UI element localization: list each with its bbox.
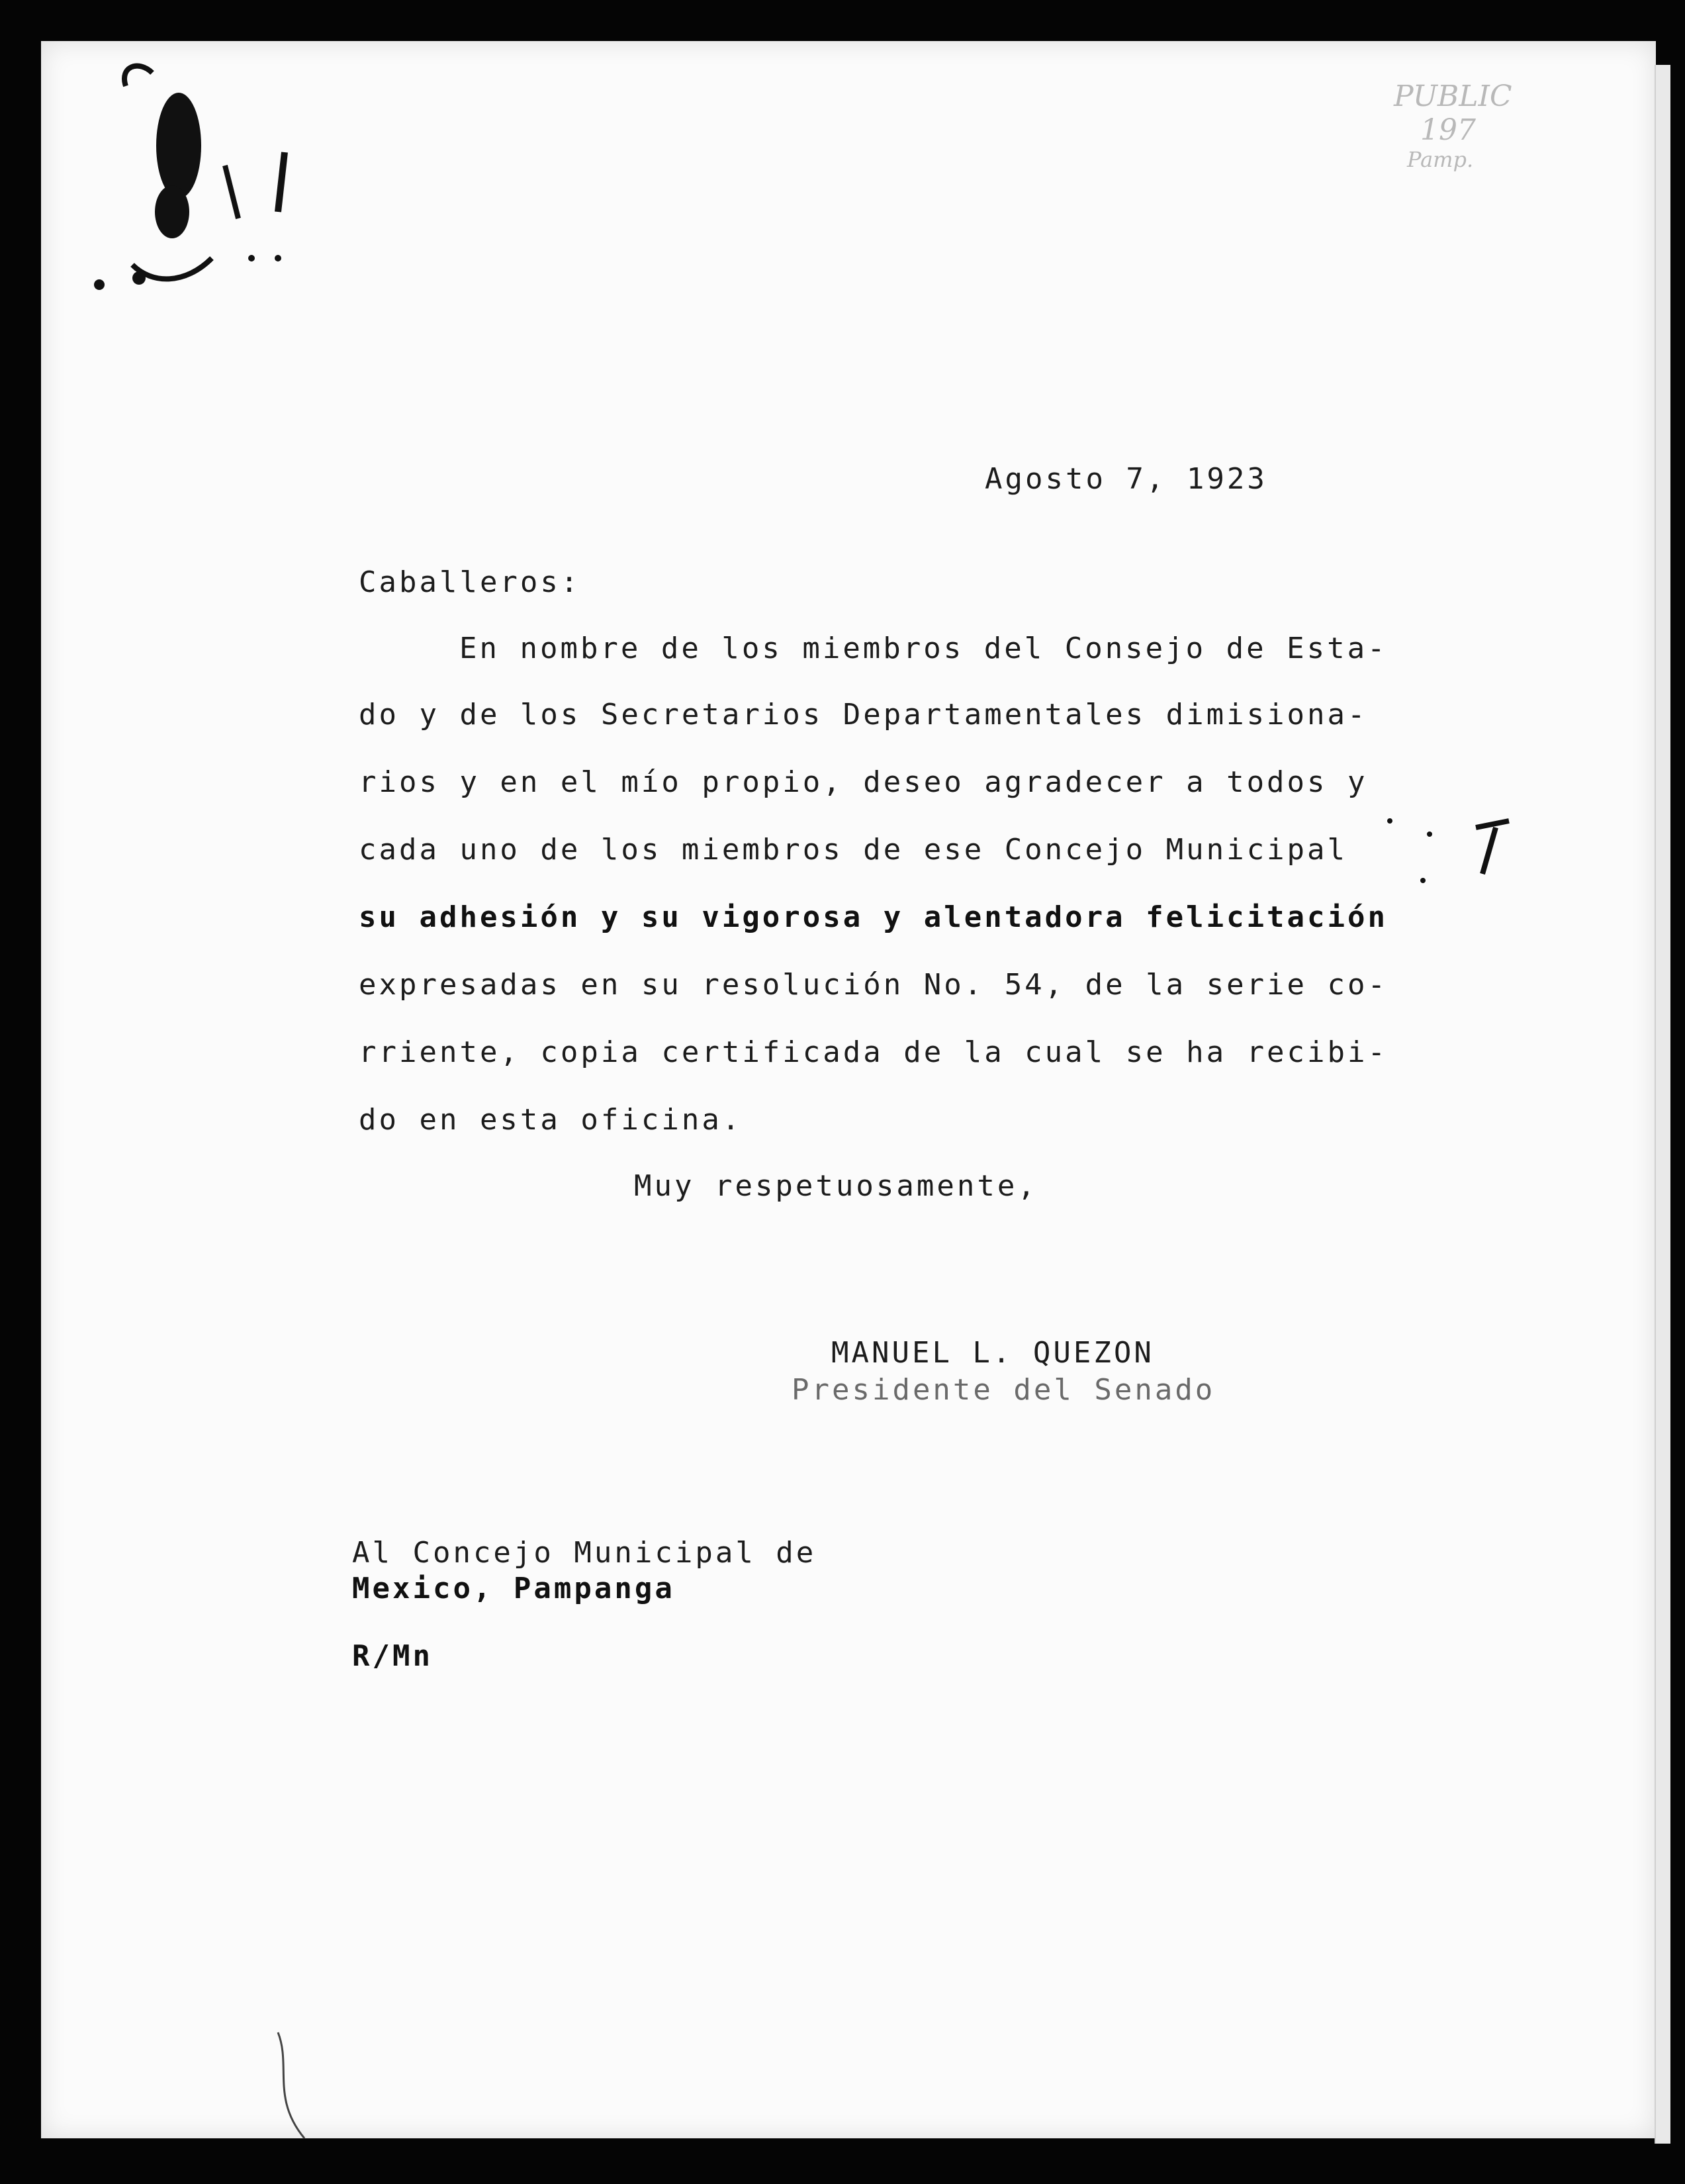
closing: Muy respetuosamente, bbox=[634, 1169, 1038, 1203]
pencil-note-line: PUBLIC bbox=[1394, 79, 1512, 113]
body-line: rios y en el mío propio, deseo agradecer a todos y bbox=[359, 765, 1368, 799]
body-line: su adhesión y su vigorosa y alentadora felicitación bbox=[359, 900, 1389, 934]
signer-name: MANUEL L. QUEZON bbox=[831, 1336, 1154, 1370]
body-line: do y de los Secretarios Departamentales dimisiona- bbox=[359, 698, 1368, 732]
signer-title: Presidente del Senado bbox=[792, 1373, 1216, 1407]
body-line: rriente, copia certificada de la cual se ha recibi- bbox=[359, 1035, 1389, 1069]
recipient-line: Al Concejo Municipal de bbox=[352, 1536, 817, 1570]
body-line: En nombre de los miembros del Consejo de Esta- bbox=[459, 632, 1388, 665]
body-line: expresadas en su resolución No. 54, de la serie co- bbox=[359, 968, 1389, 1002]
page-crease-mark bbox=[265, 2026, 318, 2145]
pencil-annotation bbox=[1394, 79, 1645, 357]
page-edge bbox=[1655, 65, 1670, 2144]
body-line: do en esta oficina. bbox=[359, 1103, 743, 1137]
letter-date: Agosto 7, 1923 bbox=[985, 462, 1267, 496]
margin-ink-mark bbox=[1377, 808, 1535, 900]
pencil-note-line: 197 bbox=[1420, 113, 1476, 147]
salutation: Caballeros: bbox=[359, 565, 581, 599]
recipient-line: Mexico, Pampanga bbox=[352, 1572, 675, 1605]
pencil-note-line: Pamp. bbox=[1407, 147, 1474, 172]
body-line: cada uno de los miembros de ese Concejo Municipal bbox=[359, 833, 1348, 867]
reference-initials: R/Mn bbox=[352, 1639, 433, 1673]
ink-blot-mark bbox=[79, 46, 331, 311]
